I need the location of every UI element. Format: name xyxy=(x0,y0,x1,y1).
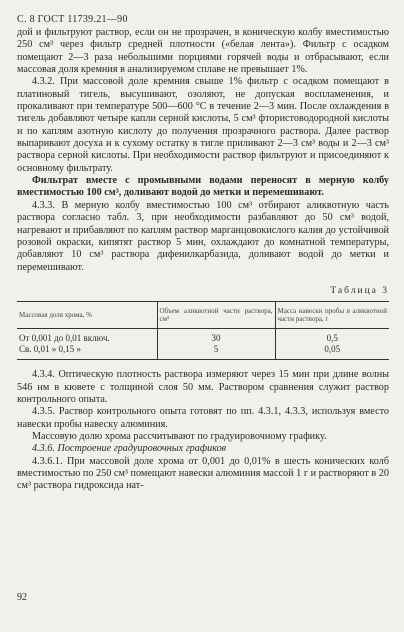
table-cell: 0,05 xyxy=(275,344,389,360)
paragraph: Массовую долю хрома рассчитывают по градуировочному графику. xyxy=(32,430,327,442)
paragraph: 4.3.2. При массовой доле кремния свыше 1% фильтр с осадком помещают в платиновый тигель, высушивают, озоляют, не допуская воспламенения, и прокаливают при температуре 500—600 °С в течение 2—3 мин. После охлаждения в тигель добавляют четыре капли серной кислоты, 5 см³ фтористоводородной кислоты и по каплям азотную кислоту до получения прозрачного раствора. Далее раствор выпаривают досуха и к сухому остатку в тигле приливают 2—3 см³ воды и 2—3 см³ раствора серной кислоты. При необходимости раствор фильтруют и присоединяют к основному фильтрату. xyxy=(17,76,389,174)
table-3 xyxy=(17,301,389,360)
paragraph: Фильтрат вместе с промывными водами переносят в мерную колбу вместимостью 100 см³, доливают водой до метки и перемешивают. xyxy=(17,175,389,199)
body-text xyxy=(17,27,389,493)
paragraph: 4.3.5. Раствор контрольного опыта готовят по пп. 4.3.1, 4.3.3, используя вместо навески пробы навеску алюминия. xyxy=(17,406,389,430)
paragraph: 4.3.4. Оптическую плотность раствора измеряют через 15 мин при длине волны 546 нм в кювете с толщиной слоя 50 мм. Раствором сравнения служит раствор контрольного опыта. xyxy=(17,369,389,405)
section-heading: 4.3.6. Построение градуировочных графиков xyxy=(32,443,227,455)
table-cell: Св. 0,01 » 0,15 » xyxy=(17,344,157,360)
table-cell: От 0,001 до 0,01 включ. xyxy=(19,333,110,344)
table-cell: 5 xyxy=(157,344,275,360)
table-title: Таблица 3 xyxy=(330,285,389,296)
table-header-cell: Масса навески пробы в аликвотной части раствора, г xyxy=(275,302,389,329)
table-header-cell: Массовая доля хрома, % xyxy=(17,302,157,329)
page-number: 92 xyxy=(17,592,27,603)
paragraph: 4.3.6.1. При массовой доле хрома от 0,001 до 0,01% в шесть конических колб вместимостью по 250 см³ помещают навески алюминия массой 1 г и растворяют в 20 см³ раствора гидроксида нат- xyxy=(17,455,389,492)
paragraph: 4.3.3. В мерную колбу вместимостью 100 см³ отбирают аликвотную часть раствора согласно табл. 3, при необходимости разбавляют до 50 см³ водой, нагревают и прибавляют по каплям раствор марганцовокислого калия до устойчивой розовой окраски, кипятят раствор 5 мин, охлаждают до комнатной температуры, добавляют 10 см³ раствора дифенилкарбазида, доливают водой до метки и перемешивают. xyxy=(17,199,389,273)
paragraph: дой и фильтруют раствор, если он не прозрачен, в коническую колбу вместимостью 250 см³ через фильтр средней плотности («белая лента»). Фильтр с осадком помещают 2—3 раза небольшими порциями горячей воды и отбрасывают, если массовая доля кремния в анализируемом сплаве не превышает 1%. xyxy=(17,27,389,76)
table-cell: 30 xyxy=(157,329,275,345)
table-header-cell: Объем аликвотной части раствора, см³ xyxy=(157,302,275,329)
page-header: С. 8 ГОСТ 11739.21—90 xyxy=(17,14,128,25)
table-row xyxy=(17,329,389,345)
table-row xyxy=(17,344,389,360)
table-cell: 0,5 xyxy=(275,329,389,345)
